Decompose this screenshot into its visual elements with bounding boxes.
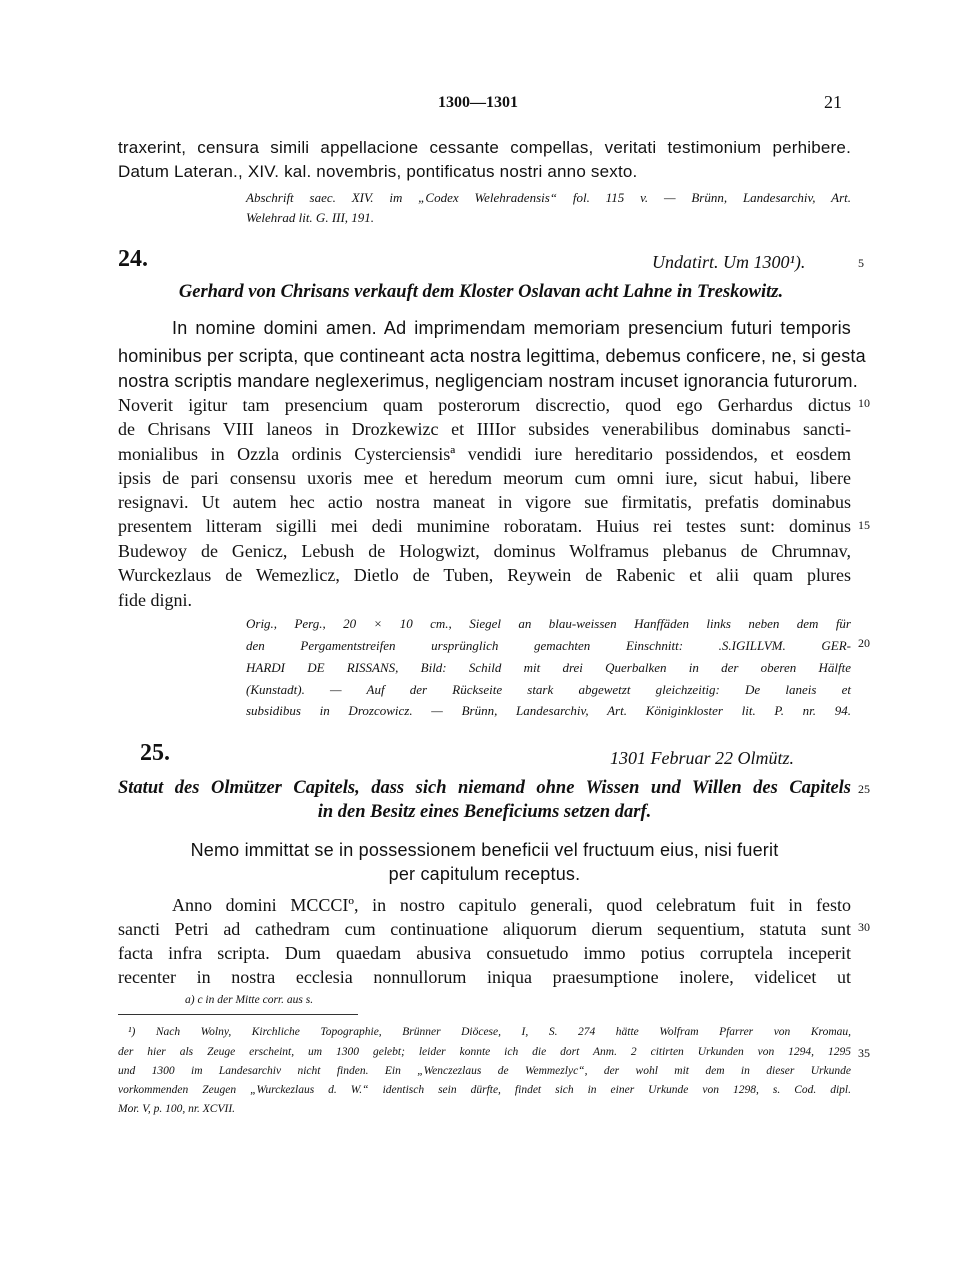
note-line: den Pergamentstreifen ursprünglich gemachten Einschnitt: .S.IGILLVM. GER- [246, 638, 851, 653]
footnote-line: ¹) Nach Wolny, Kirchliche Topographie, Brünner Diöcese, I, S. 274 hätte Wolfram Pfarrer von Kromau, [128, 1026, 851, 1038]
margin-number: 25 [858, 782, 870, 796]
text-line: Budewoy de Genicz, Lebush de Hologwizt, dominus Wolframus plebanus de Chrumnav, [118, 541, 851, 561]
footnote-line: der hier als Zeuge erscheint, um 1300 gelebt; leider konnte ich die dort Anm. 2 citirten Urkunden von 1294, 1295 [118, 1046, 851, 1058]
text-line: ipsis de pari consensu uxoris mee et heredum meorum cum omni iure, sicut habui, libere [118, 468, 851, 488]
margin-number: 5 [858, 256, 864, 270]
margin-number: 15 [858, 518, 870, 532]
intro-line: Datum Lateran., XIV. kal. novembris, pontificatus nostri anno sexto. [118, 162, 638, 181]
text-line: Anno domini MCCCIº, in nostro capitulo generali, quod celebratum fuit in festo [172, 895, 851, 915]
text-line: recenter in nostra ecclesia nonnullorum iniqua praesumptione inolere, videlicet ut [118, 967, 851, 987]
text-line: hominibus per scripta, que contineant acta nostra legittima, debemus conficere, ne, si gesta [118, 346, 866, 366]
intro-note: Abschrift saec. XIV. im „Codex Welehradensis“ fol. 115 v. — Brünn, Landesarchiv, Art. [246, 190, 851, 205]
note-line: subsidibus in Drozcowicz. — Brünn, Landesarchiv, Art. Königinkloster lit. P. nr. 94. [246, 703, 851, 718]
doc25-summary: Nemo immittat se in possessionem beneficii vel fructuum eius, nisi fuerit [190, 840, 779, 860]
margin-number: 10 [858, 396, 870, 410]
doc24-number: 24. [118, 246, 148, 272]
footnote-line: und 1300 im Landesarchiv nicht finden. Ein „Wenczezlaus de Wemmezlyc“, der wohl mit dem in dieser Urkunde [118, 1065, 851, 1077]
text-line: monialibus in Ozzla ordinis Cysterciensisª vendidi iure hereditario possidendos, et eosdem [118, 444, 851, 464]
note-line: Orig., Perg., 20 × 10 cm., Siegel an blau-weissen Hanffäden links neben dem für [246, 616, 851, 631]
text-line: Wurckezlaus de Wemezlicz, Dietlo de Tuben, Reywein de Rabenic et alii quam plures [118, 565, 851, 585]
doc25-number: 25. [140, 740, 170, 766]
text-line: fide digni. [118, 590, 192, 610]
text-line: presentem litteram sigilli mei dedi munimine roboratam. Huius rei testes sunt: dominus [118, 516, 851, 536]
footnote-line: vorkommenden Zeugen „Wurckezlaus d. W.“ identisch sein dürfte, findet sich in einer Urkunde von 1298, s. Cod. dipl. [118, 1084, 851, 1096]
margin-number: 30 [858, 920, 870, 934]
text-line: Noverit igitur tam presencium quam posterorum discrectio, quod ego Gerhardus dictus [118, 395, 851, 415]
text-line: de Chrisans VIII laneos in Drozkewizc et IIIIor subsides venerabilibus dominabus sancti- [118, 419, 851, 439]
doc25-summary: per capitulum receptus. [388, 864, 581, 884]
footnote-line: Mor. V, p. 100, nr. XCVII. [118, 1103, 236, 1115]
intro-line: traxerint, censura simili appellacione cessante compellas, veritati testimonium perhibere. [118, 138, 851, 157]
doc24-title: Gerhard von Chrisans verkauft dem Kloster Oslavan acht Lahne in Treskowitz. [178, 282, 784, 302]
doc25-date: 1301 Februar 22 Olmütz. [610, 748, 794, 768]
text-line: resignavi. Ut autem hec actio nostra maneat in vigore sue firmitatis, prefatis dominabus [118, 492, 851, 512]
text-line: facta infra scripta. Dum quaedam abusiva consuetudo immo potius corruptela inceperit [118, 943, 851, 963]
margin-number: 35 [858, 1046, 870, 1060]
text-line: nostra scriptis mandare neglexerimus, negligenciam nostram incuset ignorancia futurorum. [118, 371, 858, 391]
text-line: In nomine domini amen. Ad imprimendam memoriam presencium futuri temporis [172, 318, 851, 338]
critical-note: a) c in der Mitte corr. aus s. [185, 994, 314, 1006]
running-head-years: 1300—1301 [438, 94, 518, 111]
note-line: HARDI DE RISSANS, Bild: Schild mit drei Querbalken in der oberen Hälfte [246, 660, 851, 675]
doc24-date: Undatirt. Um 1300¹). [652, 252, 806, 272]
doc25-title: in den Besitz eines Beneficiums setzen darf. [317, 802, 652, 822]
margin-number: 20 [858, 636, 870, 650]
doc25-title: Statut des Olmützer Capitels, dass sich niemand ohne Wissen und Willen des Capitels [118, 778, 851, 798]
note-line: (Kunstadt). — Auf der Rückseite stark abgewetzt gleichzeitig: De laneis et [246, 682, 851, 697]
footnote-divider [118, 1014, 358, 1015]
intro-note: Welehrad lit. G. III, 191. [246, 210, 375, 225]
text-line: sancti Petri ad cathedram cum continuatione aliquorum dierum sequentium, statuta sunt [118, 919, 851, 939]
page-number: 21 [824, 92, 842, 112]
